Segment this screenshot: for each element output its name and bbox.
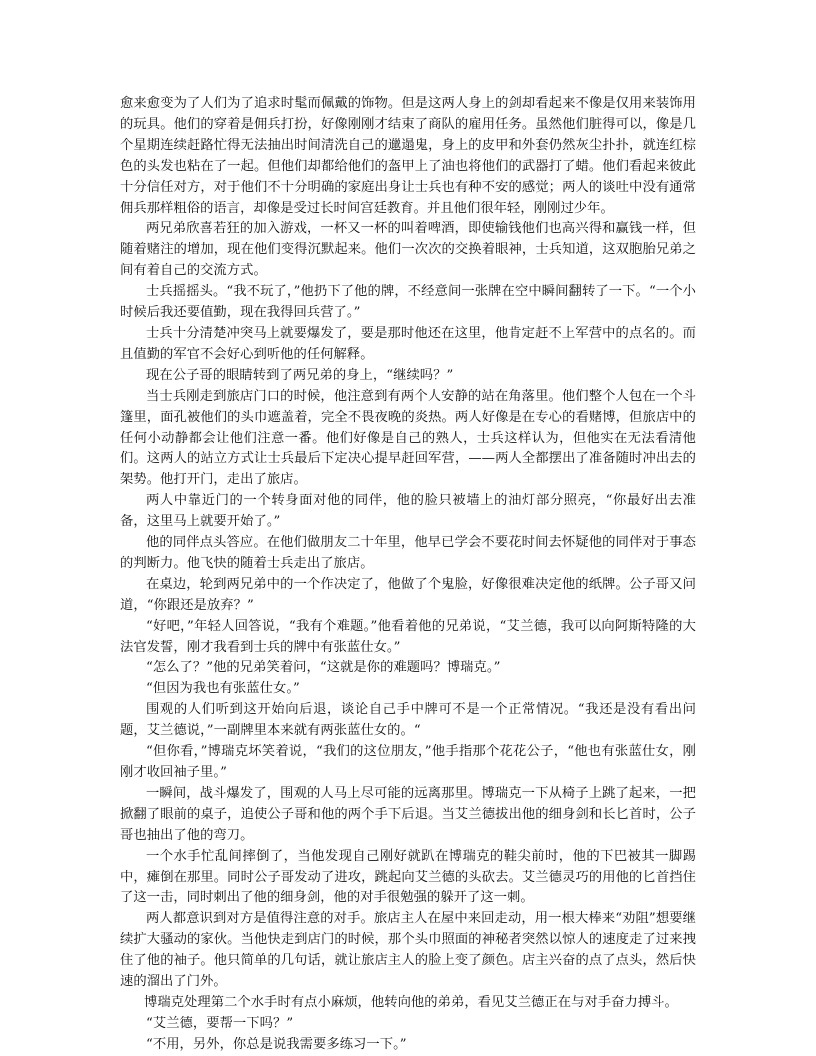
paragraph: “但因为我也有张蓝仕女。” [146,681,300,697]
paragraph: 他的同伴点头答应。在他们做朋友二十年里，他早已学会不要花时间去怀疑他的同伴对于事态的判断力。他飞快的随着士兵走出了旅店。 [120,535,696,571]
paragraph: “但你看，”博瑞克坏笑着说，“我们的这位朋友，”他手指那个花花公子，“他也有张蓝仕女，刚刚才收回袖子里。” [120,744,696,780]
paragraph: “不用，另外，你总是说我需要多练习一下。” [146,1036,407,1052]
paragraph: 当士兵刚走到旅店门口的时候，他注意到有两个人安静的站在角落里。他们整个人包在一个斗篷里，面孔被他们的头巾遮盖着，完全不畏夜晚的炎热。两人好像是在专心的看赌博，但旅店中的任何小动静都会让他们注意一番。他们好像是自己的熟人，士兵这样认为，但他实在无法看清他们。这两人的站立方式让士兵最后下定决心提早赶回军营，——两人全都摆出了准备随时冲出去的架势。他打开门，走出了旅店。 [120,388,696,488]
paragraph: 一瞬间，战斗爆发了，围观的人马上尽可能的远离那里。博瑞克一下从椅子上跳了起来，一把掀翻了眼前的桌子，追使公子哥和他的两个手下后退。当艾兰德拔出他的细身剑和长匕首时，公子哥也抽出了他的弯刀。 [120,785,696,843]
paragraph: “怎么了？”他的兄弟笑着问，“这就是你的难题吗？博瑞克。” [146,660,501,676]
paragraph: 在桌边，轮到两兄弟中的一个作决定了，他做了个鬼脸，好像很难决定他的纸牌。公子哥又问道，“你跟还是放弃？” [120,576,696,613]
paragraph: 两人都意识到对方是值得注意的对手。旅店主人在屋中来回走动，用一根大棒来“劝阻”想要继续扩大骚动的家伙。当他快走到店门的时候，那个头巾照面的神秘者突然以惊人的速度走了过来拽住了他的袖子。他只简单的几句话，就让旅店主人的脸上变了颜色。店主兴奋的点了点头，然后快速的溜出了门外。 [120,911,696,990]
paragraph: 士兵十分清楚冲突马上就要爆发了，要是那时他还在这里，他肯定赶不上军营中的点名的。而且值勤的军官不会好心到听他的任何解释。 [120,325,696,362]
paragraph: 现在公子哥的眼睛转到了两兄弟的身上，“继续吗？” [146,367,454,383]
document-body [120,94,696,1056]
paragraph: 两人中靠近门的一个转身面对他的同伴，他的脸只被墙上的油灯部分照亮，“你最好出去准备，这里马上就要开始了。” [120,493,696,530]
paragraph: 两兄弟欣喜若狂的加入游戏，一杯又一杯的叫着啤酒，即使输钱他们也高兴得和赢钱一样，但随着赌注的增加，现在他们变得沉默起来。他们一次次的交换着眼神，士兵知道，这双胞胎兄弟之间有着自己的交流方式。 [120,221,696,279]
paragraph: 博瑞克处理第二个水手时有点小麻烦，他转向他的弟弟，看见艾兰德正在与对手奋力搏斗。 [144,994,678,1010]
paragraph: “艾兰德，要帮一下吗？” [146,1015,294,1031]
paragraph: 围观的人们听到这开始向后退，谈论自己手中牌可不是一个正常情况。“我还是没有看出问题，艾兰德说，”一副牌里本来就有两张蓝仕女的。“ [120,702,696,739]
paragraph: 愈来愈变为了人们为了追求时髦而佩戴的饰物。但是这两人身上的剑却看起来不像是仅用来装饰用的玩具。他们的穿着是佣兵打扮，好像刚刚才结束了商队的雇用任务。虽然他们脏得可以，像是几个星期连续赶路忙得无法抽出时间清洗自己的邋遢鬼，身上的皮甲和外套仍然灰尘扑扑，就连红棕色的头发也粘在了一起。但他们却都给他们的盔甲上了油也将他们的武器打了蜡。他们看起来彼此十分信任对方，对于他们不十分明确的家庭出身让士兵也有种不安的感觉；两人的谈吐中没有通常佣兵那样粗俗的语言，却像是受过长时间宫廷教育。并且他们很年轻，刚刚过少年。 [120,96,696,216]
paragraph: 士兵摇摇头。“我不玩了，”他扔下了他的牌，不经意间一张牌在空中瞬间翻转了一下。“一个小时候后我还要值勤，现在我得回兵营了。” [120,284,696,321]
paragraph: “好吧，”年轻人回答说，“我有个难题。”他看着他的兄弟说，“艾兰德，我可以向阿斯特隆的大法官发誓，刚才我看到士兵的牌中有张蓝仕女。” [120,618,696,655]
paragraph: 一个水手忙乱间摔倒了，当他发现自己刚好就趴在博瑞克的鞋尖前时，他的下巴被其一脚踢中，瘫倒在那里。同时公子哥发动了进攻，跳起向艾兰德的头砍去。艾兰德灵巧的用他的匕首挡住了这一击，同时刺出了他的细身剑，他的对手很勉强的躲开了这一刺。 [120,848,696,906]
